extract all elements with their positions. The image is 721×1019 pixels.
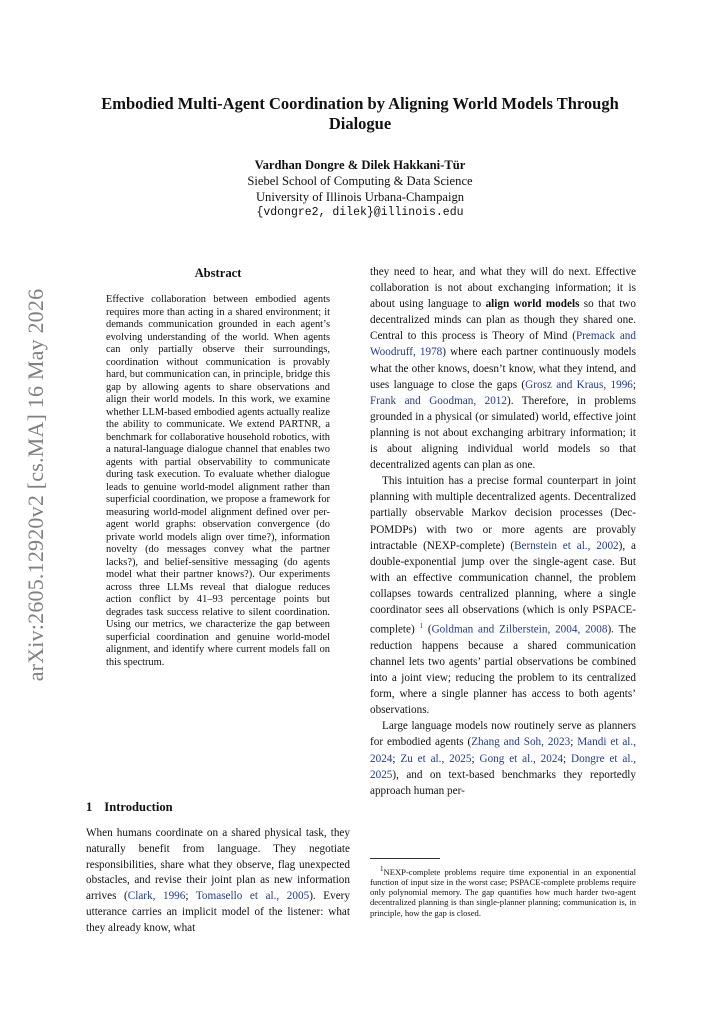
citation-link[interactable]: Zu et al., 2025 [400,752,472,765]
paragraph [370,718,636,798]
author-emails: {vdongre2, dilek}@illinois.edu [256,206,464,219]
body-text: This intuition has a precise formal counterpart in joint planning with multiple decentralized agents. Decentralized partially observable Markov decision processes (Dec-POMDPs) with two or more agents are provably intractable (NEXP-complete) ( [370,475,636,552]
body-text: ; [563,752,572,765]
footnote-rule [370,858,440,859]
intro-text: ; [185,890,196,903]
abstract-text: Effective collaboration between embodied agents requires more than acting in a shared environment; it demands communication grounded in each agent’s evolving understanding of the world. When agents can only partially observe their surroundings, coordination without communication is provably hard, but communication can, in principle, bridge this gap by allowing agents to share observations and align their world models. In this work, we examine whether LLM-based embodied agents actually realize the ability to communicate. We extend PARTNR, a benchmark for collaborative household robotics, with a natural-language dialogue channel that enables two agents with partial observability to communicate during task execution. To evaluate whether dialogue leads to genuine world-model alignment rather than superficial coordination, we propose a framework for measuring world-model alignment defined over per-agent world graphs: observation convergence (do private world models align over time?), information novelty (do messages convey what the partner lacks?), and belief-sensitive messaging (do agents model what their partner knows?). Our experiments across three LLMs reveal that dialogue reduces action conflict by 41–93 percentage points but degrades task success relative to silent coordination. Using our metrics, we characterize the gap between superficial coordination and genuine world-model alignment, and identify where current models fall on this spectrum. [106,294,330,668]
body-text: ). Therefore, in problems grounded in a physical (or simulated) world, effective joint planning is not about exchanging arbitrary information; it is about aligning individual world models so that decentralized agents can plan as one. [370,394,636,472]
section-heading [86,800,185,815]
body-text: they need to hear, and what they will do next. Effective collaboration is not about exchanging information; it is about using language to [370,266,636,311]
section-number: 1 [86,800,93,814]
arxiv-identifier: arXiv:2605.12920v2 [cs.MA] 16 May 2026 [23,288,48,682]
citation-link[interactable]: Zhang and Soh, 2023 [471,736,571,749]
body-text: ; [392,752,401,765]
intro-right-column [370,264,636,799]
paper-title: Embodied Multi-Agent Coordination by Aligning World Models Through Dialogue [101,94,619,133]
body-text: ( [423,623,432,636]
citation-link[interactable]: Goldman and Zilberstein, 2004, 2008 [431,623,608,636]
citation-link[interactable]: Tomasello et al., 2005 [195,890,310,903]
abstract-heading: Abstract [194,266,242,280]
intro-text: ). Every utterance carries an implicit model of the listener: what they already know, what [86,890,351,934]
author-block [80,157,640,221]
body-text: Large language models now routinely serve as planners for embodied agents ( [370,720,636,749]
footnote-text: NEXP-complete problems require time exponential in an exponential function of input size in the worst case; PSPACE-complete problems require only polynomial memory. The gap quantifies how much harder two-agent decentralized planning is than single-planner planning; communication is, in principle, how the gap is closed. [370,866,636,918]
citation-link[interactable]: Grosz and Kraus, 1996 [525,378,633,391]
body-text: ). The reduction happens because a shared communication channel lets two agents’ partial observations be combined into a joint view; reducing the problem to its centralized form, where a single planner has access to both agents’ observations. [370,623,636,717]
body-text: ), and on text-based benchmarks they reportedly approach human per- [370,768,636,797]
body-text: ) where each partner continuously models what the other knows, doesn’t know, what they intend, and uses language to close the gaps ( [370,346,636,391]
citation-link[interactable]: Premack and Woodruff, 1978 [370,330,636,359]
citation-link[interactable]: Bernstein et al., 2002 [514,539,619,552]
paragraph [370,473,636,718]
citation-link[interactable]: Mandi et al., 2024 [370,736,636,765]
body-text: so that two decentralized minds can plan as though they shared one. Central to this process is Theory of Mind ( [370,298,636,343]
body-text: ; [570,736,578,749]
footnote [370,864,636,918]
affiliation-line-1: Siebel School of Computing & Data Science [247,174,473,188]
citation-link[interactable]: Gong et al., 2024 [479,752,564,765]
intro-text: When humans coordinate on a shared physical task, they naturally benefit from language. They negotiate responsibilities, share what they observe, flag unexpected obstacles, and revise their joint plan as new information arrives ( [86,827,350,903]
paragraph [370,264,636,473]
citation-link[interactable]: Frank and Goodman, 2012 [370,394,507,407]
arxiv-sidebar [14,290,58,680]
bold-phrase: align world models [485,298,580,311]
section-title: Introduction [104,800,173,814]
body-text: ; [632,378,636,391]
body-text: ; [471,752,480,765]
citation-link[interactable]: Clark, 1996 [127,890,186,903]
citation-link[interactable]: Dongre et al., 2025 [370,752,637,781]
footnote-number: 1 [380,865,384,873]
body-text: ), a double-exponential jump over the single-agent case. But with an effective communication channel, the problem collapses towards centralized planning, where a single coordinator sees all observations (which is only PSPACE-complete) [370,539,637,636]
affiliation-line-2: University of Illinois Urbana-Champaign [255,190,465,204]
intro-left-column [86,826,350,937]
footnote-marker[interactable]: 1 [419,622,424,631]
author-names: Vardhan Dongre & Dilek Hakkani-Tür [254,158,466,172]
